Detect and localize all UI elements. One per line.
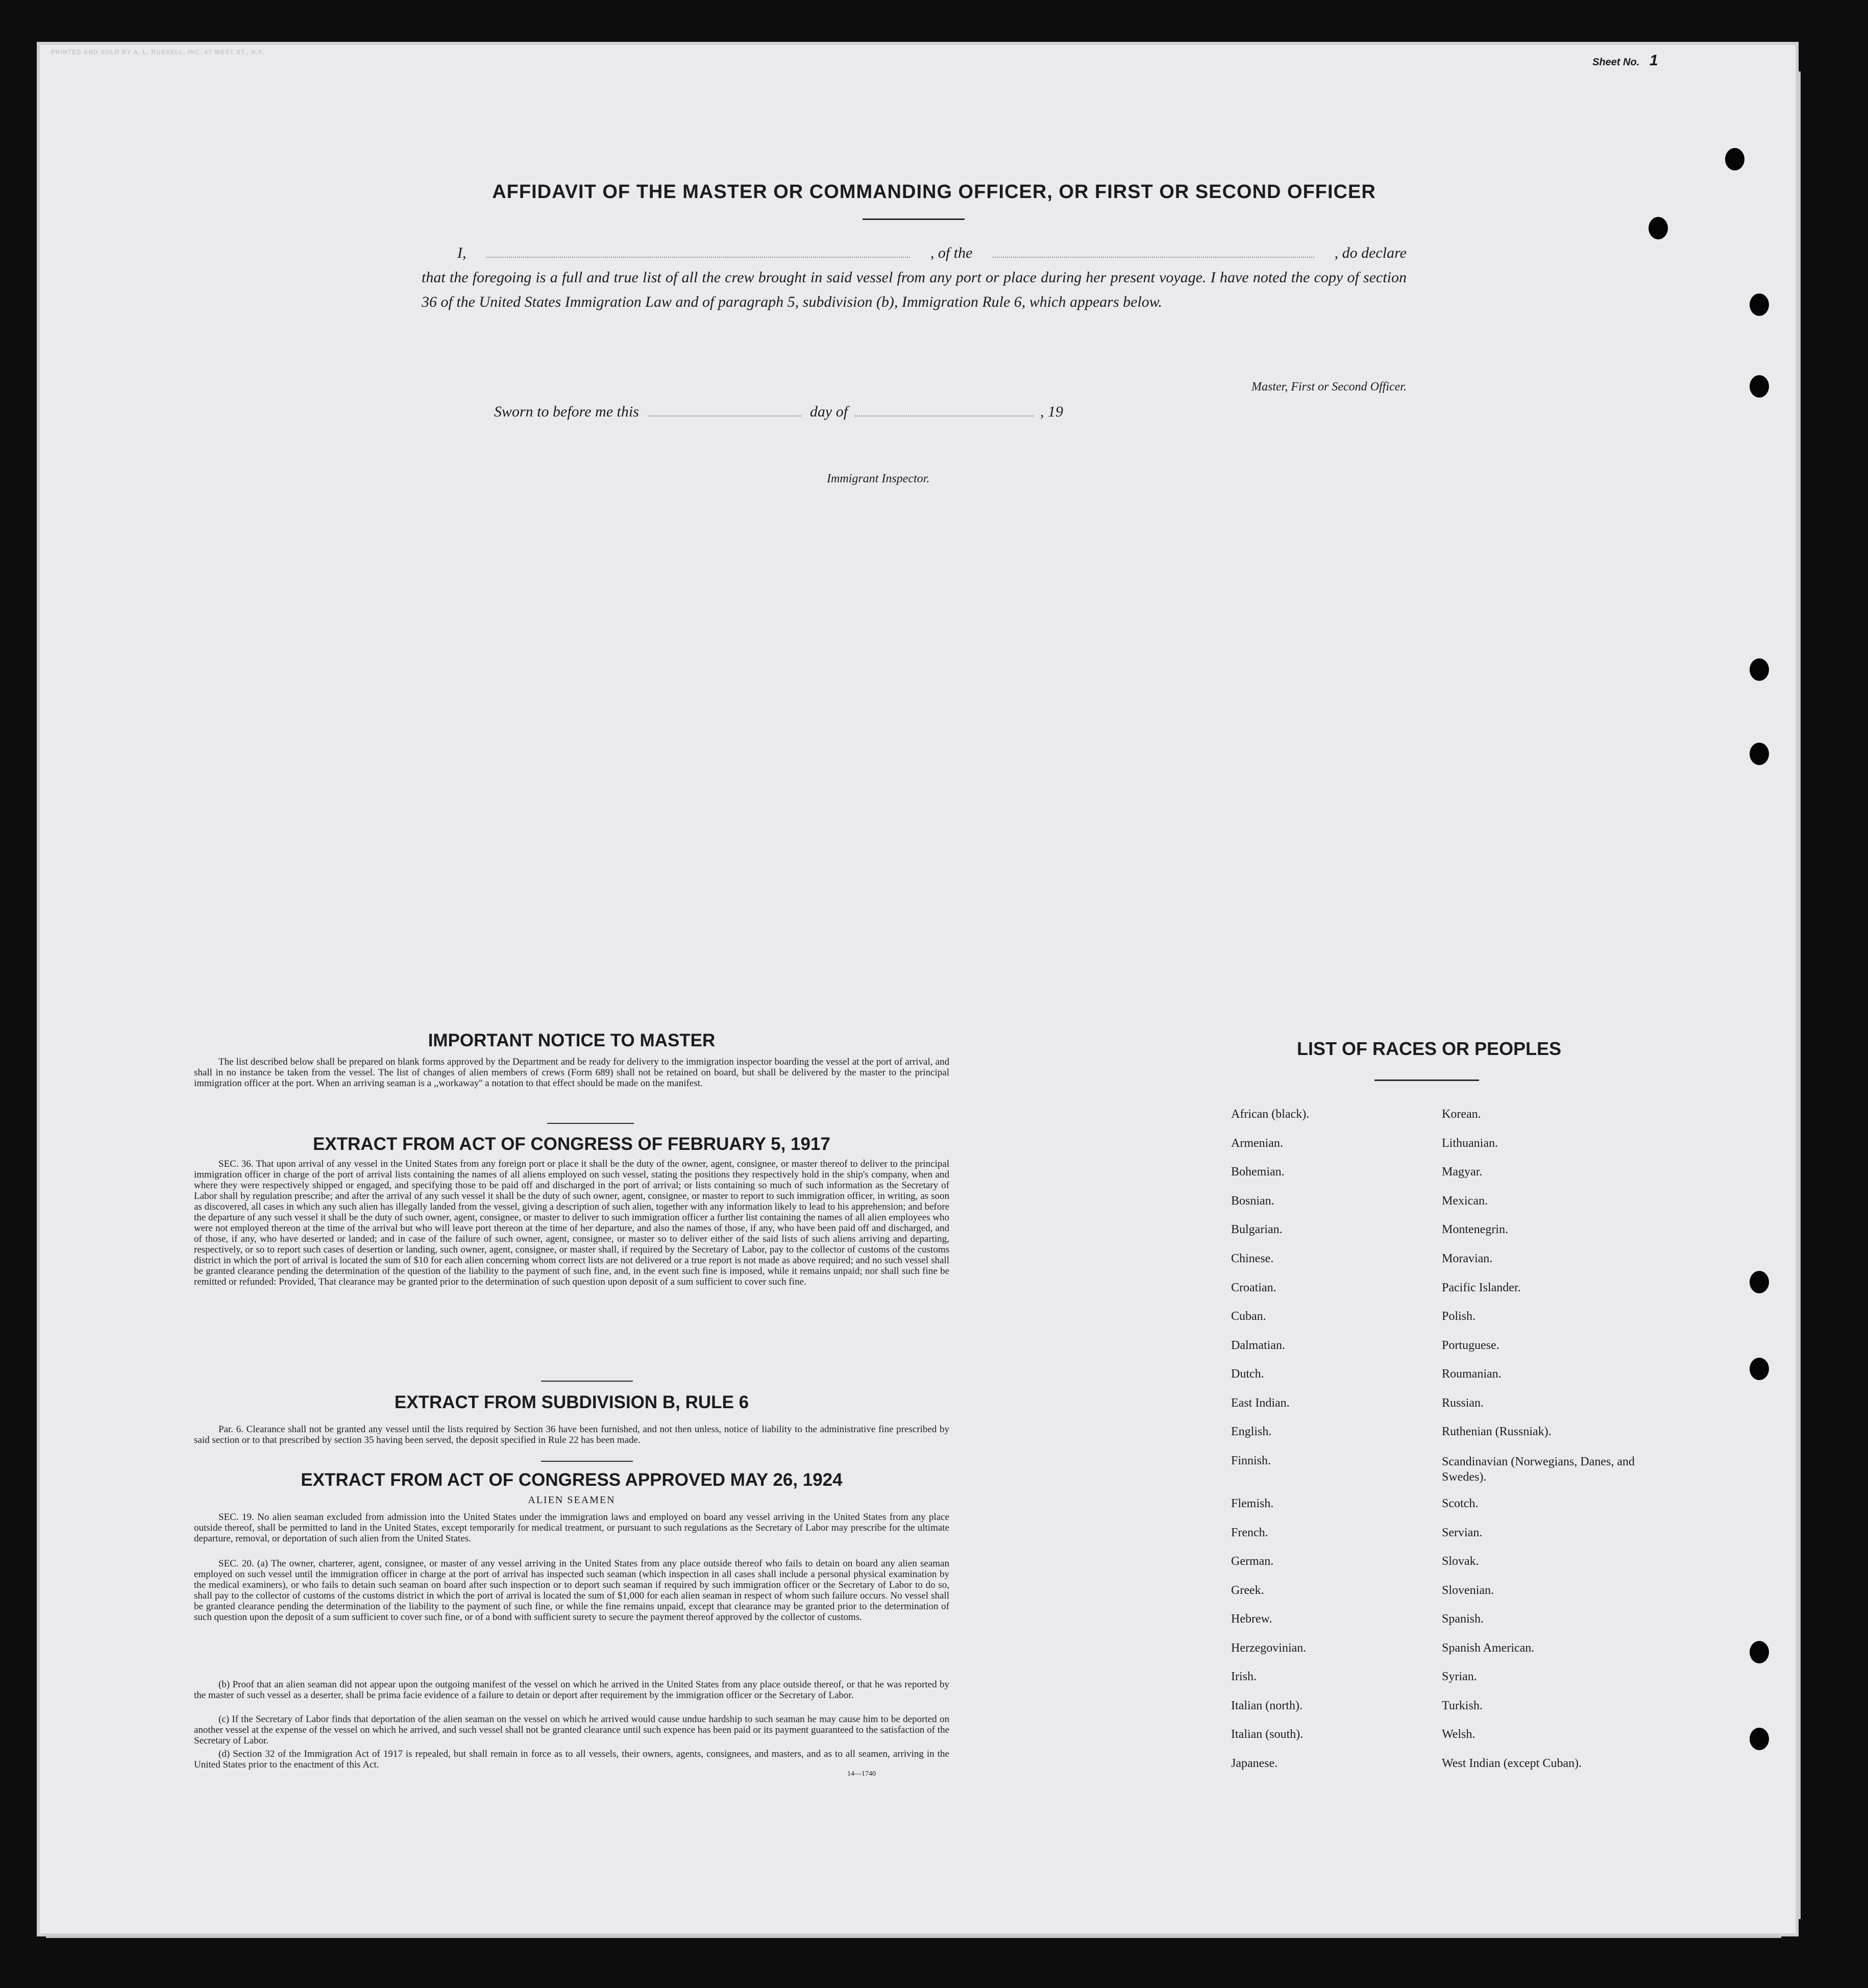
title-divider [863, 218, 965, 220]
punch-hole-icon [1750, 293, 1769, 316]
declaration-line [422, 241, 1407, 265]
race-item: Italian (south). [1231, 1728, 1304, 1741]
declarant-label: I, [457, 244, 466, 261]
punch-hole-icon [1750, 743, 1769, 765]
sec20b-text: (b) Proof that an alien seaman did not appear upon the outgoing manifest of the vessel on which he arrived in the United States from any place outside thereof, or that he was reported by the master of such vessel as a deserter, shall be prima facie evidence of a failure to detain or deport after requirement by the immigration officer or the Secretary of Labor. [194, 1679, 949, 1701]
race-item: German. [1231, 1555, 1274, 1568]
of-the-label: , of the [930, 244, 973, 261]
affidavit-body [422, 241, 1407, 314]
races-divider [1374, 1079, 1479, 1081]
extract-1917-text: SEC. 36. That upon arrival of any vessel in the United States from any foreign port or place it shall be the duty of the owner, agent, consignee, or master thereof to deliver to the principal immigration officer in charge of the port of arrival lists containing the names of all aliens employed on such vessel, stating the positions they respectively hold in the ship's company, when and where they were respectively shipped or engaged, and specifying those to be paid off and discharged in the port of arrival; or lists containing so much of such information as the Secretary of Labor shall by regulation prescribe; and after the arrival of any such vessel it shall be the duty of such owner, agent, consignee, or master to report to such immigration officer, in writing, as soon as discovered, all cases in which any such alien has illegally landed from the vessel, giving a description of such alien, together with any information likely to lead to his apprehension; and before the departure of any such vessel it shall be the duty of such owner, agent, consignee, or master to deliver to such immigration officer a further list containing the names of all alien employees who were not employed thereon at the time of the arrival but who will leave port thereon at the time of her departure, and also the names of those, if any, who have been paid off and discharged, and of those, if any, who have deserted or landed; and in case of the failure of such owner, agent, consignee, or master so to deliver either of the said lists of such aliens arriving and departing, respectively, or so to report such cases of desertion or landing, such owner, agent, consignee, or master shall, if required by the Secretary of Labor, pay to the collector of customs of the customs district in which the port of arrival is located the sum of $10 for each alien concerning whom correct lists are not delivered or a true report is not made as above required; and no such vessel shall be granted clearance pending the determination of the question of the liability to the payment of such fine, and, in the event such fine is imposed, while it remains unpaid; nor shall such fine be remitted or refunded: Provided, That clearance may be granted prior to the determination of such question upon deposit of a sum sufficient to cover such fine. [194, 1159, 949, 1287]
race-item: Armenian. [1231, 1137, 1283, 1150]
race-item: Flemish. [1231, 1497, 1274, 1510]
extract-1917-divider [541, 1381, 633, 1382]
race-item: Croatian. [1231, 1281, 1276, 1294]
sec19-text: SEC. 19. No alien seaman excluded from admission into the United States under the immigration laws and employed on board any vessel arriving in the United States from any place outside thereof, shall be permitted to land in the United States, except temporarily for medical treatment, or pursuant to such regulations as the Secretary of Labor may prescribe for the ultimate departure, removal, or deportation of such alien from the United States. [194, 1512, 949, 1544]
race-item: Spanish. [1442, 1612, 1484, 1626]
race-item: Finnish. [1231, 1454, 1271, 1467]
punch-hole-icon [1750, 1271, 1769, 1293]
notice-text: The list described below shall be prepared on blank forms approved by the Department and be ready for delivery to the immigration inspector boarding the vessel at the port of arrival, and shall in no instance be taken from the vessel. The list of changes of alien members of crews (Form 689) shall not be retained on board, but shall be delivered by the master to the principal immigration officer at the port. When an arriving seaman is a ,,workaway'' a notation to that effect should be made on the manifest. [194, 1057, 949, 1089]
race-item: Welsh. [1442, 1728, 1476, 1741]
race-item: Pacific Islander. [1442, 1281, 1521, 1294]
race-item: Bulgarian. [1231, 1223, 1283, 1236]
extract-rule6-text: Par. 6. Clearance shall not be granted any vessel until the lists required by Section 36 have been furnished, and not then unless, notice of liability to the administrative fine prescribed by said section or to that prescribed by section 35 having been served, the deposit specified in Rule 22 has been made. [194, 1424, 949, 1445]
race-item: Dalmatian. [1231, 1339, 1285, 1352]
sheet-number-label: Sheet No. [1592, 57, 1640, 68]
race-item: Russian. [1442, 1396, 1484, 1410]
notice-title: IMPORTANT NOTICE TO MASTER [428, 1030, 716, 1050]
race-item: Greek. [1231, 1584, 1264, 1597]
race-item: West Indian (except Cuban). [1442, 1757, 1582, 1770]
signature-label: Master, First or Second Officer. [1251, 380, 1407, 394]
race-item: Italian (north). [1231, 1699, 1302, 1712]
race-item: Slovak. [1442, 1555, 1479, 1568]
race-item: Herzegovinian. [1231, 1641, 1307, 1655]
extract-rule6-divider [541, 1461, 633, 1462]
extract-rule6-title: EXTRACT FROM SUBDIVISION B, RULE 6 [394, 1392, 749, 1412]
races-title: LIST OF RACES OR PEOPLES [1296, 1038, 1562, 1059]
race-item: Ruthenian (Russniak). [1442, 1425, 1552, 1438]
sec20c-text: (c) If the Secretary of Labor finds that deportation of the alien seaman on the vessel on which he arrived would cause undue hardship to such seaman he may cause him to be deported on another vessel at the expense of the vessel on which he arrived, and such vessel shall not be granted clearance until such expence has been paid or its payment guaranteed to the satisfaction of the Secretary of Labor. [194, 1714, 949, 1746]
form-number: 14—1740 [847, 1770, 876, 1778]
notice-divider [547, 1123, 634, 1124]
race-item: Irish. [1231, 1670, 1257, 1683]
race-item: African (black). [1231, 1108, 1310, 1121]
race-item: English. [1231, 1425, 1272, 1438]
race-item: Lithuanian. [1442, 1137, 1498, 1150]
race-item: Montenegrin. [1442, 1223, 1508, 1236]
race-item: Dutch. [1231, 1367, 1264, 1381]
race-item: Scandinavian (Norwegians, Danes, and Swedes). [1442, 1455, 1635, 1484]
year-label: , 19 [1040, 403, 1064, 420]
page-edge-bottom [46, 1935, 1781, 1938]
race-item: Magyar. [1442, 1165, 1483, 1179]
race-item: Bosnian. [1231, 1194, 1274, 1208]
race-item: Slovenian. [1442, 1584, 1494, 1597]
race-item: Turkish. [1442, 1699, 1483, 1712]
vessel-name-field[interactable] [993, 257, 1314, 258]
page-edge-right [1798, 71, 1801, 1919]
race-item: Servian. [1442, 1526, 1483, 1539]
race-item: Korean. [1442, 1108, 1481, 1121]
punch-hole-icon [1750, 1641, 1769, 1663]
sheet-number-value: 1 [1649, 52, 1658, 69]
punch-hole-icon [1750, 1728, 1769, 1750]
race-item: French. [1231, 1526, 1268, 1539]
sec20a-text: SEC. 20. (a) The owner, charterer, agent, consignee, or master of any vessel arriving in the United States from any place outside thereof who fails to detain on board any alien seaman employed on such vessel until the immigration officer in charge at the port of arrival has inspected such seaman (which inspection in all cases shall include a personal physical examination by the medical examiners), or who fails to detain such seaman on board after such inspection or to deport such seaman if required by such immigration officer or the Secretary of Labor to do so, shall pay to the collector of customs of the customs district in which the port of arrival is located the sum of $1,000 for each alien seaman in respect of whom such failure occurs. No vessel shall be granted clearance pending the determination of the liability to the payment of such fine, or while the fine remains unpaid, except that clearance may be granted prior to the determination of such question upon the deposit of a sum sufficient to cover such fine, or of a bond with sufficient surety to secure the payment thereof approved by the collector of customs. [194, 1558, 949, 1623]
day-of-label: day of [809, 403, 848, 420]
race-item: Cuban. [1231, 1310, 1266, 1323]
affidavit-title: AFFIDAVIT OF THE MASTER OR COMMANDING OFFICER, OR FIRST OR SECOND OFFICER [492, 181, 1376, 203]
declaration-text: that the foregoing is a full and true list of all the crew brought in said vessel from any port or place during her present voyage. I have noted the copy of section 36 of the United States Immigration Law and of paragraph 5, subdivision (b), Immigration Rule 6, which appears below. [422, 269, 1407, 310]
race-item: Portuguese. [1442, 1339, 1500, 1352]
race-item: Bohemian. [1231, 1165, 1285, 1179]
race-item: Chinese. [1231, 1252, 1274, 1265]
punch-hole-icon [1750, 658, 1769, 681]
punch-hole-icon [1750, 375, 1769, 398]
race-item: Roumanian. [1442, 1367, 1502, 1381]
extract-1924-title: EXTRACT FROM ACT OF CONGRESS APPROVED MAY 26, 1924 [301, 1470, 843, 1490]
race-item: Scotch. [1442, 1497, 1479, 1510]
punch-hole-icon [1725, 148, 1744, 170]
inspector-label: Immigrant Inspector. [827, 472, 930, 485]
extract-1917-title: EXTRACT FROM ACT OF CONGRESS OF FEBRUARY 5, 1917 [313, 1134, 830, 1154]
race-item: Hebrew. [1231, 1612, 1272, 1626]
race-item: Polish. [1442, 1310, 1476, 1323]
punch-hole-icon [1649, 217, 1668, 239]
race-item: Mexican. [1442, 1194, 1488, 1208]
do-declare-label: , do declare [1334, 244, 1407, 261]
race-item: Syrian. [1442, 1670, 1477, 1683]
race-item: Japanese. [1231, 1757, 1278, 1770]
race-item: East Indian. [1231, 1396, 1290, 1410]
race-item: Spanish American. [1442, 1641, 1535, 1655]
declarant-name-field[interactable] [486, 257, 910, 258]
sworn-line [494, 403, 1063, 421]
race-item: Moravian. [1442, 1252, 1493, 1265]
sheet-number [1592, 52, 1658, 69]
sworn-day-field[interactable] [648, 415, 801, 416]
alien-seamen-subtitle: ALIEN SEAMEN [528, 1494, 616, 1506]
sec20d-text: (d) Section 32 of the Immigration Act of 1917 is repealed, but shall remain in force as to all vessels, their owners, agents, consignees, and masters, and as to all seamen, arriving in the United States prior to the enactment of this Act. [194, 1749, 949, 1770]
sworn-label: Sworn to before me this [494, 403, 639, 420]
punch-hole-icon [1750, 1358, 1769, 1380]
printer-line: PRINTED AND SOLD BY A. L. RUSSELL, INC. 47 WEST ST., N.Y. [51, 48, 264, 56]
sworn-month-field[interactable] [855, 415, 1034, 416]
